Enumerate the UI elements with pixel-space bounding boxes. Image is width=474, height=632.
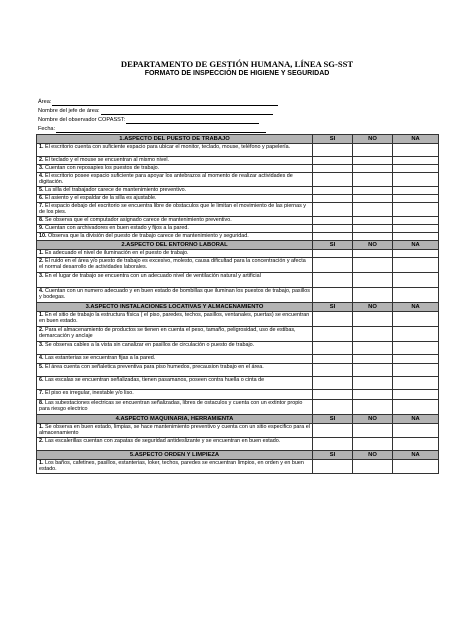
question-cell (37, 195, 313, 203)
answer-cell-no[interactable] (353, 173, 393, 187)
answer-cell-na[interactable] (393, 203, 439, 217)
answer-cell-si[interactable] (313, 400, 353, 415)
column-no-header: NO (353, 135, 393, 144)
question-number: 3. (39, 165, 44, 171)
question-number: 1. (39, 459, 44, 466)
question-text: Es adecuado el nivel de iluminación en el puesto de trabajo. (45, 250, 189, 256)
table-row (37, 390, 439, 400)
column-no-header: NO (353, 415, 393, 424)
table-row (37, 217, 439, 225)
field-area-line[interactable] (52, 99, 278, 106)
table-row (37, 250, 439, 258)
question-number: 6. (39, 195, 44, 201)
question-text: Las estanterias se encuentran fijas a la pared. (45, 355, 156, 361)
question-text: Las escalas se encuentran señalizadas, tienen pasamanos, poseen contra huella o cinta de (45, 377, 265, 383)
answer-cell-na[interactable] (393, 195, 439, 203)
field-fecha (38, 125, 266, 133)
table-row (37, 165, 439, 173)
question-text: La silla del trabajador carece de mantenimiento preventivo. (45, 187, 187, 193)
document-subtitle: FORMATO DE INSPECCIÓN DE HIGIENE Y SEGURIDAD (144, 70, 330, 77)
answer-cell-na[interactable] (393, 273, 439, 288)
question-text: Cuentan con archivadores en buen estado y fijos a la pared. (45, 225, 189, 231)
answer-cell-no[interactable] (353, 437, 393, 450)
question-text: Observa que la división del puesto de trabajo carece de mantenimiento y seguridad. (48, 233, 249, 239)
answer-cell-no[interactable] (353, 342, 393, 355)
answer-cell-no[interactable] (353, 187, 393, 195)
section-title: 5.ASPECTO ORDEN Y LIMPIEZA (37, 450, 313, 459)
table-row (37, 187, 439, 195)
column-no-header: NO (353, 241, 393, 250)
table-row (37, 258, 439, 273)
question-text: Se observa en buen estado, limpias, se hace mantenimiento preventivo y cuenta con un sitio especifico para el almacenamiento (39, 424, 310, 437)
table-row (37, 144, 439, 157)
answer-cell-na[interactable] (393, 165, 439, 173)
question-text: Las escalerillas cuentan con zapatas de seguridad antideslizante y se encuentran en buen estado. (45, 437, 281, 444)
answer-cell-si[interactable] (313, 217, 353, 225)
section-header (37, 303, 439, 312)
section-header (37, 135, 439, 144)
table-row (37, 288, 439, 303)
table-row (37, 203, 439, 217)
answer-cell-si[interactable] (313, 312, 353, 327)
question-text: El escritorio cuenta con suficiente espacio para ubicar el monitor, teclado, mouse, teléfono y papelería. (45, 144, 291, 150)
field-observador (38, 116, 259, 124)
answer-cell-na[interactable] (393, 225, 439, 233)
answer-cell-si[interactable] (313, 437, 353, 450)
question-cell (37, 217, 313, 225)
question-number: 4. (39, 355, 44, 361)
answer-cell-si[interactable] (313, 144, 353, 157)
section-title: 3.ASPECTO INSTALACIONES LOCATIVAS Y ALMACENAMIENTO (37, 303, 313, 312)
question-number: 9. (39, 225, 44, 231)
question-text: El área cuenta con señaletica preventiva para piso humedos, precausion trabajo en el área. (45, 364, 264, 370)
column-na-header: NA (393, 135, 439, 144)
question-cell (37, 377, 313, 390)
answer-cell-na[interactable] (393, 342, 439, 355)
answer-cell-si[interactable] (313, 377, 353, 390)
answer-cell-si[interactable] (313, 195, 353, 203)
table-row (37, 459, 439, 473)
question-number: 8. (39, 217, 44, 223)
answer-cell-si[interactable] (313, 173, 353, 187)
question-number: 6. (39, 377, 44, 383)
question-cell (37, 342, 313, 355)
question-number: 1. (39, 424, 44, 430)
question-text: Para el almacenamiento de productos se tienen en cuenta el peso, tamaño, peligrosidad, uso de estibas, demarcación y anclaje (39, 327, 296, 340)
question-cell (37, 203, 313, 217)
column-si-header: SI (313, 135, 353, 144)
question-text: En el lugar de trabajo se encuentra con un adecuado nivel de ventilación natural y artificial (45, 273, 261, 279)
answer-cell-na[interactable] (393, 364, 439, 377)
question-cell (37, 233, 313, 241)
column-si-header: SI (313, 450, 353, 459)
column-na-header: NA (393, 303, 439, 312)
answer-cell-no[interactable] (353, 377, 393, 390)
answer-cell-na[interactable] (393, 187, 439, 195)
question-number: 1. (39, 250, 44, 256)
question-cell (37, 157, 313, 165)
answer-cell-si[interactable] (313, 233, 353, 241)
answer-cell-si[interactable] (313, 165, 353, 173)
question-text: El espacio debajo del escritorio se encuentra libre de obstaculos que le limitan el movimiento de las piernas y de los pies. (39, 203, 306, 216)
column-si-header: SI (313, 303, 353, 312)
answer-cell-no[interactable] (353, 273, 393, 288)
answer-cell-no[interactable] (353, 390, 393, 400)
answer-cell-na[interactable] (393, 217, 439, 225)
question-number: 1. (39, 144, 44, 150)
field-jefe-area-label: Nombre del jefe de área: (38, 108, 100, 114)
question-text: Se observa que el computador asignado carece de mantenimiento preventivo. (45, 217, 232, 223)
table-row (37, 377, 439, 390)
table-row (37, 342, 439, 355)
table-row (37, 312, 439, 327)
question-number: 2. (39, 437, 44, 444)
section-header (37, 415, 439, 424)
answer-cell-na[interactable] (393, 424, 439, 438)
table-row (37, 424, 439, 438)
answer-cell-na[interactable] (393, 233, 439, 241)
question-number: 8. (39, 400, 44, 406)
answer-cell-si[interactable] (313, 203, 353, 217)
field-fecha-line[interactable] (56, 126, 266, 133)
answer-cell-no[interactable] (353, 157, 393, 165)
question-text: Cuentan con reposapies los puestos de trabajo. (45, 165, 160, 171)
question-cell (37, 424, 313, 438)
question-text: El asiento y el espaldar de la silla es ajustable. (45, 195, 157, 201)
question-cell (37, 165, 313, 173)
question-cell (37, 459, 313, 473)
question-cell (37, 273, 313, 288)
question-cell (37, 258, 313, 273)
field-jefe-area (38, 107, 273, 115)
question-cell (37, 400, 313, 415)
question-number: 5. (39, 187, 44, 193)
column-si-header: SI (313, 241, 353, 250)
question-number: 5. (39, 364, 44, 370)
answer-cell-si[interactable] (313, 273, 353, 288)
question-cell (37, 390, 313, 400)
question-cell (37, 187, 313, 195)
question-cell (37, 437, 313, 450)
table-row (37, 233, 439, 241)
table-row (37, 400, 439, 415)
question-number: 2. (39, 258, 44, 264)
question-cell (37, 173, 313, 187)
column-si-header: SI (313, 415, 353, 424)
section-title: 4.ASPECTO MAQUINARIA, HERRAMIENTA (37, 415, 313, 424)
question-cell (37, 225, 313, 233)
question-cell (37, 355, 313, 364)
answer-cell-si[interactable] (313, 327, 353, 342)
answer-cell-na[interactable] (393, 355, 439, 364)
answer-cell-si[interactable] (313, 187, 353, 195)
question-text: Cuentan con un numero adecuado y en buen estado de bombillas que iluminan los puestos de trabajo, pasillos y bodegas. (39, 288, 310, 301)
answer-cell-no[interactable] (353, 217, 393, 225)
table-row (37, 437, 439, 450)
answer-cell-no[interactable] (353, 364, 393, 377)
question-cell (37, 364, 313, 377)
field-observador-label: Nombre del observador COPASST: (38, 117, 126, 123)
question-text: Los baños, cafetines, pasillos, estanterias, loker, techos, paredes se encuentran limpios, en orden y en buen estado. (39, 459, 304, 473)
answer-cell-no[interactable] (353, 165, 393, 173)
question-number: 10. (39, 233, 47, 239)
answer-cell-si[interactable] (313, 258, 353, 273)
answer-cell-na[interactable] (393, 390, 439, 400)
answer-cell-na[interactable] (393, 250, 439, 258)
table-row (37, 157, 439, 165)
answer-cell-si[interactable] (313, 390, 353, 400)
answer-cell-no[interactable] (353, 258, 393, 273)
section-header (37, 241, 439, 250)
answer-cell-no[interactable] (353, 327, 393, 342)
question-number: 3. (39, 342, 44, 348)
answer-cell-si[interactable] (313, 288, 353, 303)
table-row (37, 225, 439, 233)
answer-cell-si[interactable] (313, 364, 353, 377)
question-cell (37, 144, 313, 157)
inspection-table (36, 134, 439, 474)
document-title: DEPARTAMENTO DE GESTIÓN HUMANA, LÍNEA SG-SST (120, 59, 354, 69)
question-number: 4. (39, 173, 44, 179)
field-area (38, 98, 278, 106)
question-number: 3. (39, 273, 44, 279)
field-jefe-area-line[interactable] (101, 108, 273, 115)
answer-cell-no[interactable] (353, 288, 393, 303)
answer-cell-na[interactable] (393, 144, 439, 157)
question-number: 2. (39, 157, 44, 163)
answer-cell-si[interactable] (313, 342, 353, 355)
field-fecha-label: Fecha: (38, 126, 56, 132)
answer-cell-no[interactable] (353, 250, 393, 258)
question-number: 1. (39, 312, 44, 318)
question-number: 7. (39, 203, 44, 209)
answer-cell-no[interactable] (353, 203, 393, 217)
answer-cell-no[interactable] (353, 144, 393, 157)
table-row (37, 355, 439, 364)
answer-cell-na[interactable] (393, 258, 439, 273)
question-number: 4. (39, 288, 44, 294)
answer-cell-no[interactable] (353, 225, 393, 233)
answer-cell-na[interactable] (393, 400, 439, 415)
answer-cell-no[interactable] (353, 424, 393, 438)
answer-cell-na[interactable] (393, 437, 439, 450)
section-title: 1.ASPECTO DEL PUESTO DE TRABAJO (37, 135, 313, 144)
question-number: 2. (39, 327, 44, 333)
answer-cell-na[interactable] (393, 173, 439, 187)
answer-cell-no[interactable] (353, 312, 393, 327)
question-cell (37, 327, 313, 342)
answer-cell-no[interactable] (353, 233, 393, 241)
table-row (37, 327, 439, 342)
column-no-header: NO (353, 450, 393, 459)
section-header (37, 450, 439, 459)
question-text: El piso es irregular, inestable y/o liso. (45, 390, 134, 396)
answer-cell-si[interactable] (313, 250, 353, 258)
answer-cell-no[interactable] (353, 355, 393, 364)
answer-cell-no[interactable] (353, 195, 393, 203)
column-na-header: NA (393, 415, 439, 424)
answer-cell-si[interactable] (313, 459, 353, 473)
column-no-header: NO (353, 303, 393, 312)
table-row (37, 173, 439, 187)
answer-cell-si[interactable] (313, 157, 353, 165)
answer-cell-si[interactable] (313, 424, 353, 438)
question-text: El ruido en el área y/o puesto de trabajo es excesivo, molesto, causa dificultad para la concentración y afecta el normal desarrollo de actividades laborales. (39, 258, 306, 271)
answer-cell-si[interactable] (313, 225, 353, 233)
field-area-label: Área: (38, 99, 52, 105)
question-number: 7. (39, 390, 44, 396)
answer-cell-no[interactable] (353, 459, 393, 473)
question-text: En el sitio de trabajo la estructura física ( el piso, paredes, techos, pasillos, ventanales, puertas) se encuentran en buen estado. (39, 312, 310, 325)
answer-cell-na[interactable] (393, 459, 439, 473)
answer-cell-na[interactable] (393, 288, 439, 303)
table-row (37, 195, 439, 203)
question-text: El teclado y el mouse se encuentran al mismo nivel. (45, 157, 170, 163)
column-na-header: NA (393, 241, 439, 250)
answer-cell-na[interactable] (393, 377, 439, 390)
column-na-header: NA (393, 450, 439, 459)
question-text: Se observa cables a la vista sin canalizar en pasillos de circulación o puesto de trabajo. (45, 342, 255, 348)
answer-cell-no[interactable] (353, 400, 393, 415)
table-row (37, 273, 439, 288)
table-row (37, 364, 439, 377)
section-title: 2.ASPECTO DEL ENTORNO LABORAL (37, 241, 313, 250)
answer-cell-na[interactable] (393, 327, 439, 342)
question-cell (37, 250, 313, 258)
question-cell (37, 288, 313, 303)
question-text: El escritorio posee espacio suficiente para apoyar los antebrazos al momento de realizar actividades de digitación. (39, 173, 293, 186)
question-cell (37, 312, 313, 327)
question-text: Las subestaciones electricas se encuentran señalizadas, libres de ostaculos y cuenta con un extintor propio para riesgo electrico (39, 400, 303, 413)
field-observador-line[interactable] (126, 117, 259, 124)
answer-cell-na[interactable] (393, 312, 439, 327)
answer-cell-na[interactable] (393, 157, 439, 165)
answer-cell-si[interactable] (313, 355, 353, 364)
